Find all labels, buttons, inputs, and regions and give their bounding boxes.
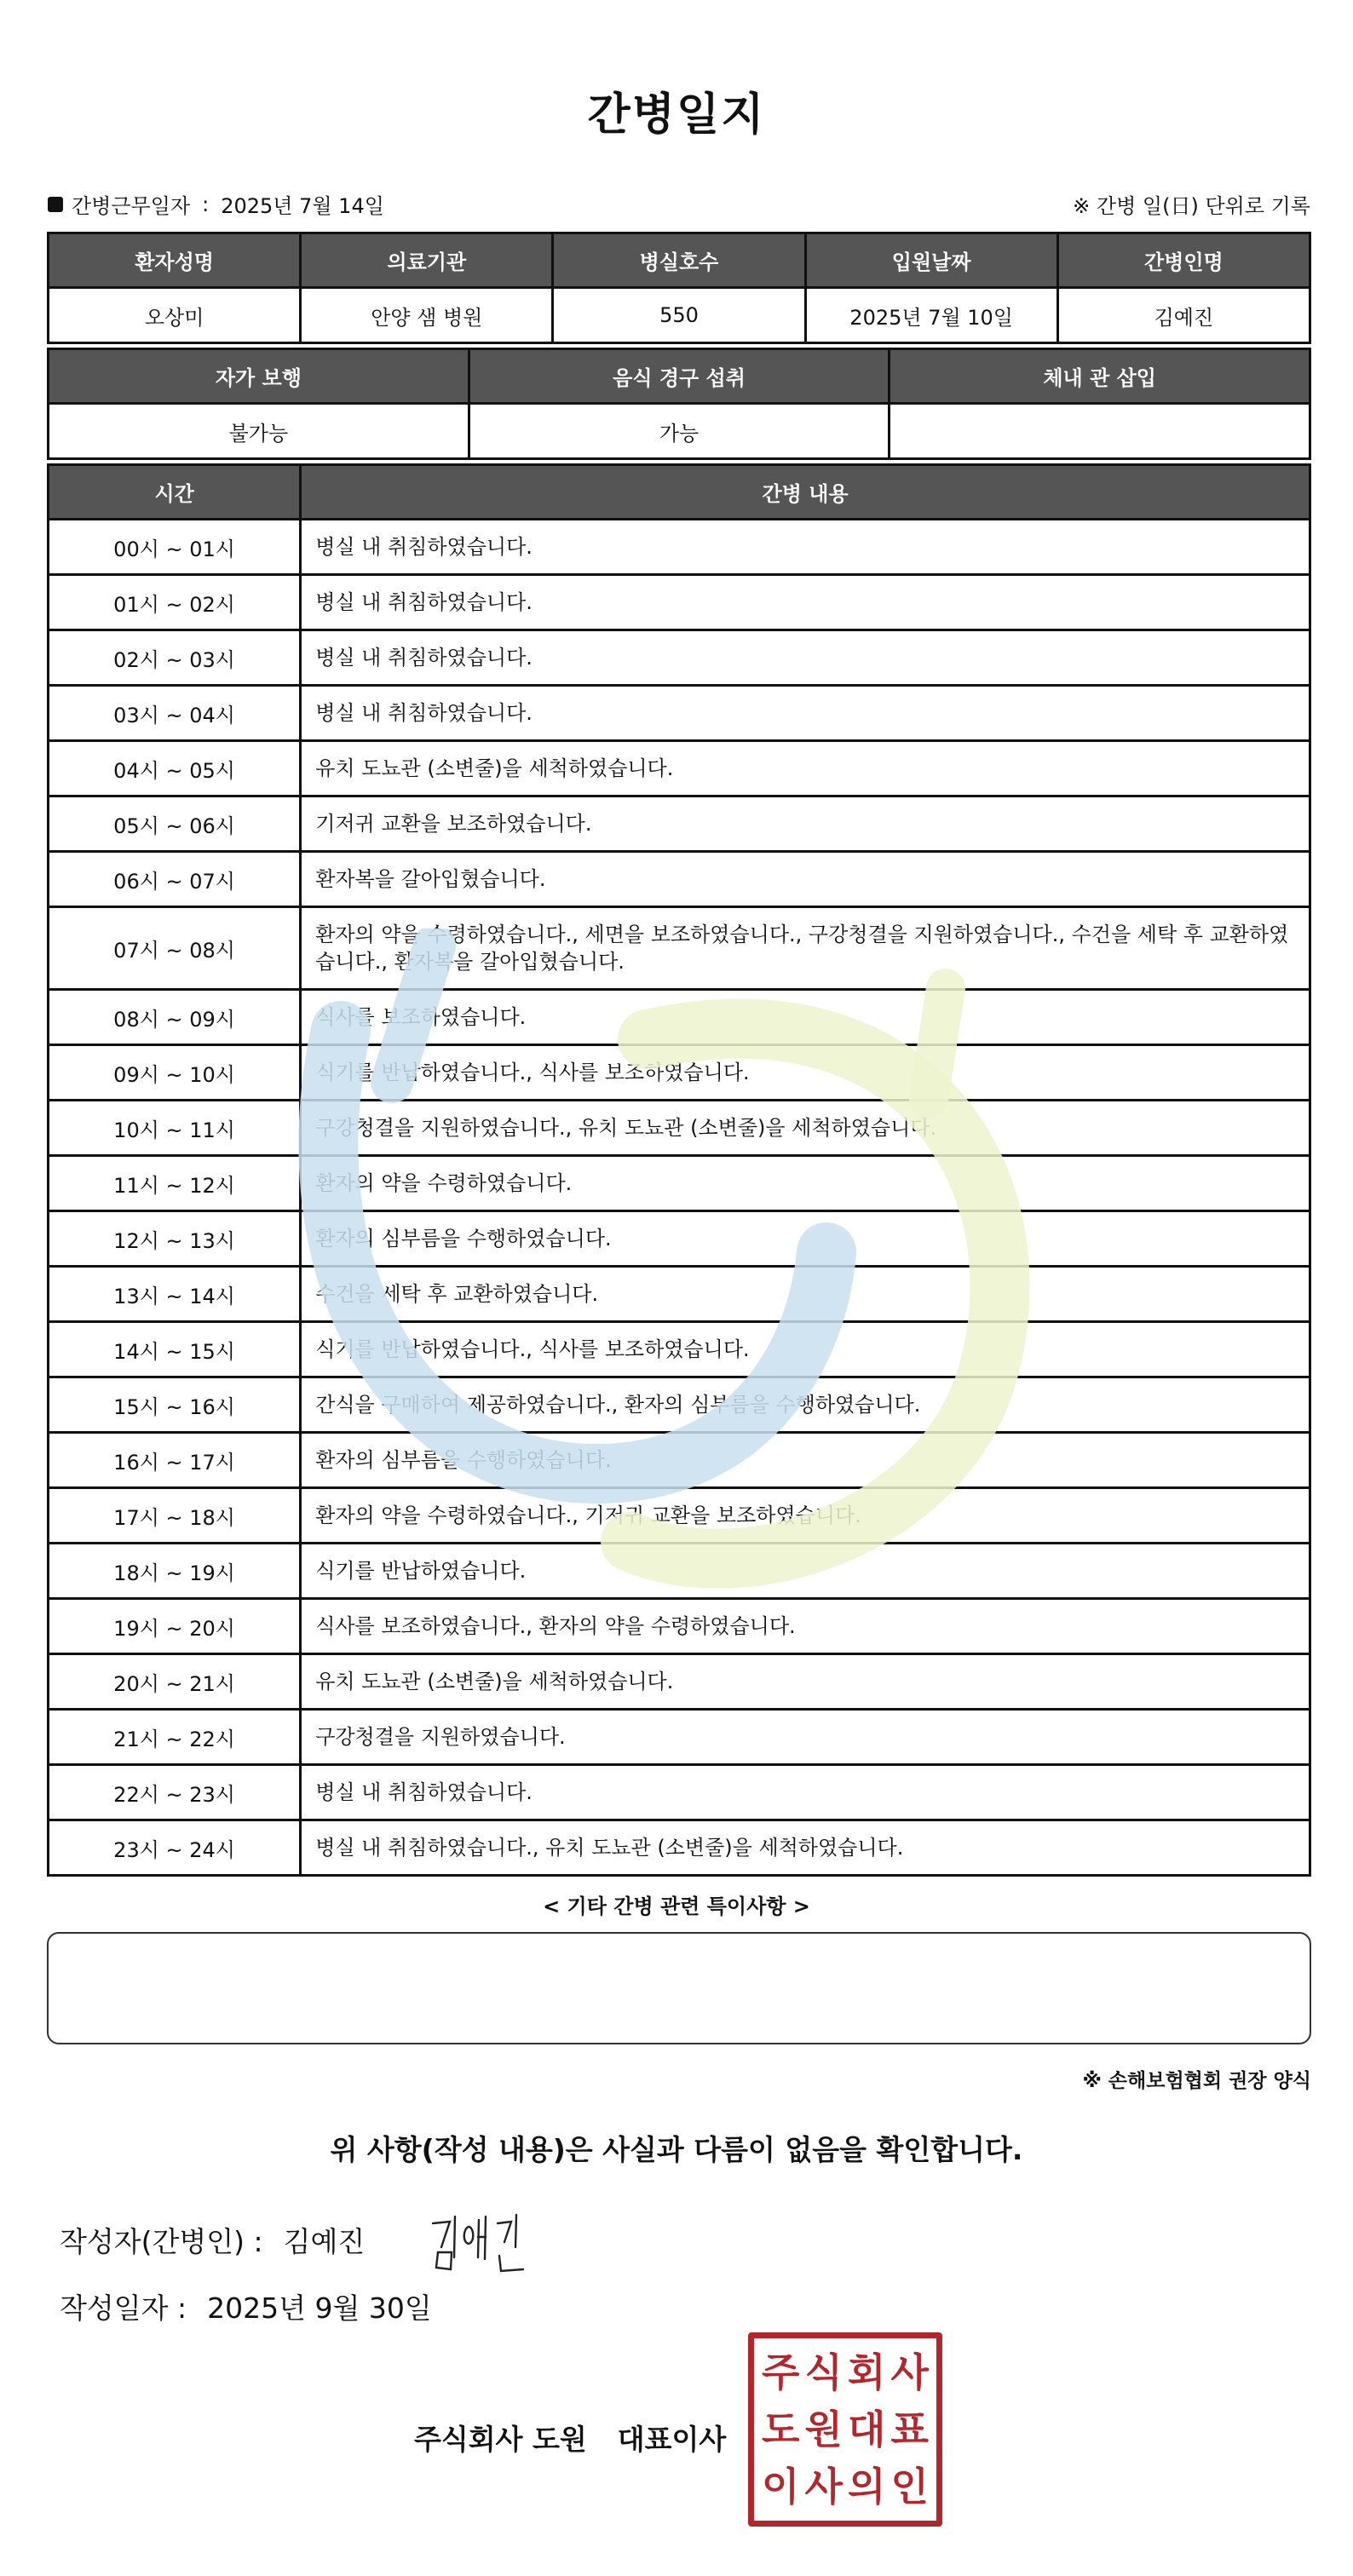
care-log-row — [49, 1322, 1310, 1377]
care-log-content: 병실 내 취침하였습니다. — [301, 1765, 1310, 1820]
work-date-separator: : — [202, 192, 210, 216]
care-log-content: 환자의 심부름을 수행하였습니다. — [301, 1433, 1310, 1488]
care-log-row — [49, 520, 1310, 575]
seal-glyph: 의 — [848, 2464, 886, 2510]
patient-info-value-row — [49, 288, 1310, 343]
recommended-form-note: ※ 손해보험협회 권장 양식 — [1082, 2070, 1311, 2092]
oral-intake-value: 가능 — [469, 404, 890, 459]
care-log-row — [49, 1433, 1310, 1488]
care-log-content: 구강청결을 지원하였습니다., 유치 도뇨관 (소변줄)을 세척하였습니다. — [301, 1101, 1310, 1156]
care-log-row — [49, 1710, 1310, 1765]
notes-textbox[interactable] — [47, 1932, 1311, 2044]
care-log-time: 19시 ~ 20시 — [49, 1599, 301, 1654]
care-log-body — [49, 520, 1310, 1876]
care-log-content: 간식을 구매하여 제공하였습니다., 환자의 심부름을 수행하였습니다. — [301, 1377, 1310, 1433]
meta-row — [48, 189, 1310, 218]
care-log-content: 식사를 보조하였습니다., 환자의 약을 수령하였습니다. — [301, 1599, 1310, 1654]
care-log-time: 21시 ~ 22시 — [49, 1710, 301, 1765]
written-date-value: 2025년 9월 30일 — [207, 2291, 432, 2325]
care-log-row — [49, 1211, 1310, 1267]
company-line — [414, 2418, 726, 2458]
work-date-value: 2025년 7월 14일 — [221, 194, 384, 218]
care-log-time: 12시 ~ 13시 — [49, 1211, 301, 1267]
writer-row — [60, 2220, 365, 2260]
care-log-content: 환자의 약을 수령하였습니다., 세면을 보조하였습니다., 구강청결을 지원하였습니다., 수건을 세탁 후 교환하였습니다., 환자복을 갈아입혔습니다. — [301, 907, 1310, 990]
care-log-time: 00시 ~ 01시 — [49, 520, 301, 575]
status-header-row — [49, 349, 1310, 404]
seal-glyph: 원 — [804, 2406, 843, 2452]
seal-glyph: 인 — [890, 2464, 929, 2510]
status-value-row — [49, 404, 1310, 459]
representative-title: 대표이사 — [617, 2423, 727, 2456]
care-log-time: 23시 ~ 24시 — [49, 1820, 301, 1876]
bullet-icon — [48, 197, 63, 212]
care-log-row — [49, 1156, 1310, 1211]
care-log-row — [49, 1101, 1310, 1156]
care-log-row — [49, 1267, 1310, 1322]
header-admission-date: 입원날짜 — [805, 233, 1057, 288]
care-log-time: 11시 ~ 12시 — [49, 1156, 301, 1211]
header-caregiver-name: 간병인명 — [1057, 233, 1310, 288]
care-log-row — [49, 1820, 1310, 1876]
header-hospital: 의료기관 — [301, 233, 553, 288]
care-log-row — [49, 686, 1310, 741]
header-oral-intake: 음식 경구 섭취 — [469, 349, 890, 404]
care-log-time: 06시 ~ 07시 — [49, 852, 301, 907]
care-log-content: 환자의 약을 수령하였습니다. — [301, 1156, 1310, 1211]
hospital-name: 안양 샘 병원 — [301, 288, 553, 343]
care-log-row — [49, 990, 1310, 1045]
writer-label: 작성자(간병인) : — [60, 2225, 263, 2258]
admission-date: 2025년 7월 10일 — [805, 288, 1057, 343]
care-log-content: 환자의 심부름을 수행하였습니다. — [301, 1211, 1310, 1267]
care-log-time: 20시 ~ 21시 — [49, 1654, 301, 1710]
care-log-time: 07시 ~ 08시 — [49, 907, 301, 990]
care-log-row — [49, 1654, 1310, 1710]
work-date — [48, 189, 384, 219]
care-log-time: 09시 ~ 10시 — [49, 1045, 301, 1101]
care-log-row — [49, 907, 1310, 990]
care-log-content: 병실 내 취침하였습니다., 유치 도뇨관 (소변줄)을 세척하였습니다. — [301, 1820, 1310, 1876]
care-log-time: 17시 ~ 18시 — [49, 1488, 301, 1544]
self-walking-value: 불가능 — [49, 404, 469, 459]
care-log-content: 환자의 약을 수령하였습니다., 기저귀 교환을 보조하였습니다. — [301, 1488, 1310, 1544]
header-tube-insertion: 체내 관 삽입 — [890, 349, 1310, 404]
care-log-content: 환자복을 갈아입혔습니다. — [301, 852, 1310, 907]
header-care-content: 간병 내용 — [301, 465, 1310, 520]
care-log-row — [49, 575, 1310, 630]
care-log-time: 04시 ~ 05시 — [49, 741, 301, 796]
written-date-label: 작성일자 : — [60, 2291, 187, 2325]
confirmation-statement: 위 사항(작성 내용)은 사실과 다름이 없음을 확인합니다. — [330, 2133, 1023, 2166]
writer-name: 김예진 — [283, 2225, 366, 2258]
care-log-row — [49, 630, 1310, 686]
care-log-content: 유치 도뇨관 (소변줄)을 세척하였습니다. — [301, 1654, 1310, 1710]
care-log-content: 구강청결을 지원하였습니다. — [301, 1710, 1310, 1765]
care-log-table — [47, 463, 1311, 1877]
care-log-header-row — [49, 465, 1310, 520]
seal-glyph: 표 — [890, 2406, 929, 2452]
header-self-walking: 자가 보행 — [49, 349, 469, 404]
patient-status-table — [47, 348, 1311, 460]
care-log-time: 22시 ~ 23시 — [49, 1765, 301, 1820]
care-log-content: 식기를 반납하였습니다., 식사를 보조하였습니다. — [301, 1322, 1310, 1377]
care-log-time: 15시 ~ 16시 — [49, 1377, 301, 1433]
seal-glyph: 식 — [804, 2349, 843, 2395]
care-log-time: 02시 ~ 03시 — [49, 630, 301, 686]
notes-heading: < 기타 간병 관련 특이사항 > — [543, 1895, 810, 1918]
care-log-time: 10시 ~ 11시 — [49, 1101, 301, 1156]
care-log-content: 유치 도뇨관 (소변줄)을 세척하였습니다. — [301, 741, 1310, 796]
care-log-content: 병실 내 취침하였습니다. — [301, 520, 1310, 575]
care-log-row — [49, 796, 1310, 852]
handwritten-signature-icon — [426, 2208, 537, 2276]
tube-insertion-value — [890, 404, 1310, 459]
seal-glyph: 주 — [762, 2349, 800, 2395]
page-title: 간병일지 — [587, 89, 766, 141]
caregiver-name: 김예진 — [1057, 288, 1310, 343]
patient-info-table — [47, 232, 1311, 344]
care-log-row — [49, 1377, 1310, 1433]
care-log-content: 병실 내 취침하였습니다. — [301, 630, 1310, 686]
seal-glyph: 도 — [762, 2406, 800, 2452]
care-log-row — [49, 741, 1310, 796]
care-log-content: 병실 내 취침하였습니다. — [301, 686, 1310, 741]
care-log-content: 병실 내 취침하였습니다. — [301, 575, 1310, 630]
seal-glyph: 사 — [890, 2349, 929, 2395]
header-time: 시간 — [49, 465, 301, 520]
work-date-label: 간병근무일자 — [72, 194, 191, 218]
seal-glyph: 대 — [848, 2406, 886, 2452]
care-log-time: 01시 ~ 02시 — [49, 575, 301, 630]
care-log-time: 05시 ~ 06시 — [49, 796, 301, 852]
care-log-time: 18시 ~ 19시 — [49, 1544, 301, 1599]
care-log-row — [49, 1599, 1310, 1654]
company-name: 주식회사 도원 — [414, 2423, 587, 2456]
patient-info-header-row — [49, 233, 1310, 288]
header-patient-name: 환자성명 — [49, 233, 301, 288]
care-log-content: 식기를 반납하였습니다. — [301, 1544, 1310, 1599]
header-room-number: 병실호수 — [553, 233, 805, 288]
record-unit-note: ※ 간병 일(日) 단위로 기록 — [1073, 194, 1310, 218]
care-log-content: 식기를 반납하였습니다., 식사를 보조하였습니다. — [301, 1045, 1310, 1101]
care-log-content: 수건을 세탁 후 교환하였습니다. — [301, 1267, 1310, 1322]
patient-name: 오상미 — [49, 288, 301, 343]
room-number: 550 — [553, 288, 805, 343]
care-log-time: 14시 ~ 15시 — [49, 1322, 301, 1377]
company-seal-stamp — [748, 2332, 942, 2527]
care-log-content: 식사를 보조하였습니다. — [301, 990, 1310, 1045]
seal-glyph: 사 — [804, 2464, 843, 2510]
care-log-time: 16시 ~ 17시 — [49, 1433, 301, 1488]
care-log-row — [49, 852, 1310, 907]
seal-glyph: 회 — [848, 2349, 886, 2395]
care-log-time: 03시 ~ 04시 — [49, 686, 301, 741]
written-date-row — [60, 2286, 432, 2326]
care-log-row — [49, 1544, 1310, 1599]
care-log-row — [49, 1488, 1310, 1544]
care-log-row — [49, 1045, 1310, 1101]
care-log-content: 기저귀 교환을 보조하였습니다. — [301, 796, 1310, 852]
care-log-time: 08시 ~ 09시 — [49, 990, 301, 1045]
care-log-time: 13시 ~ 14시 — [49, 1267, 301, 1322]
seal-glyph: 이 — [762, 2464, 800, 2510]
care-log-row — [49, 1765, 1310, 1820]
